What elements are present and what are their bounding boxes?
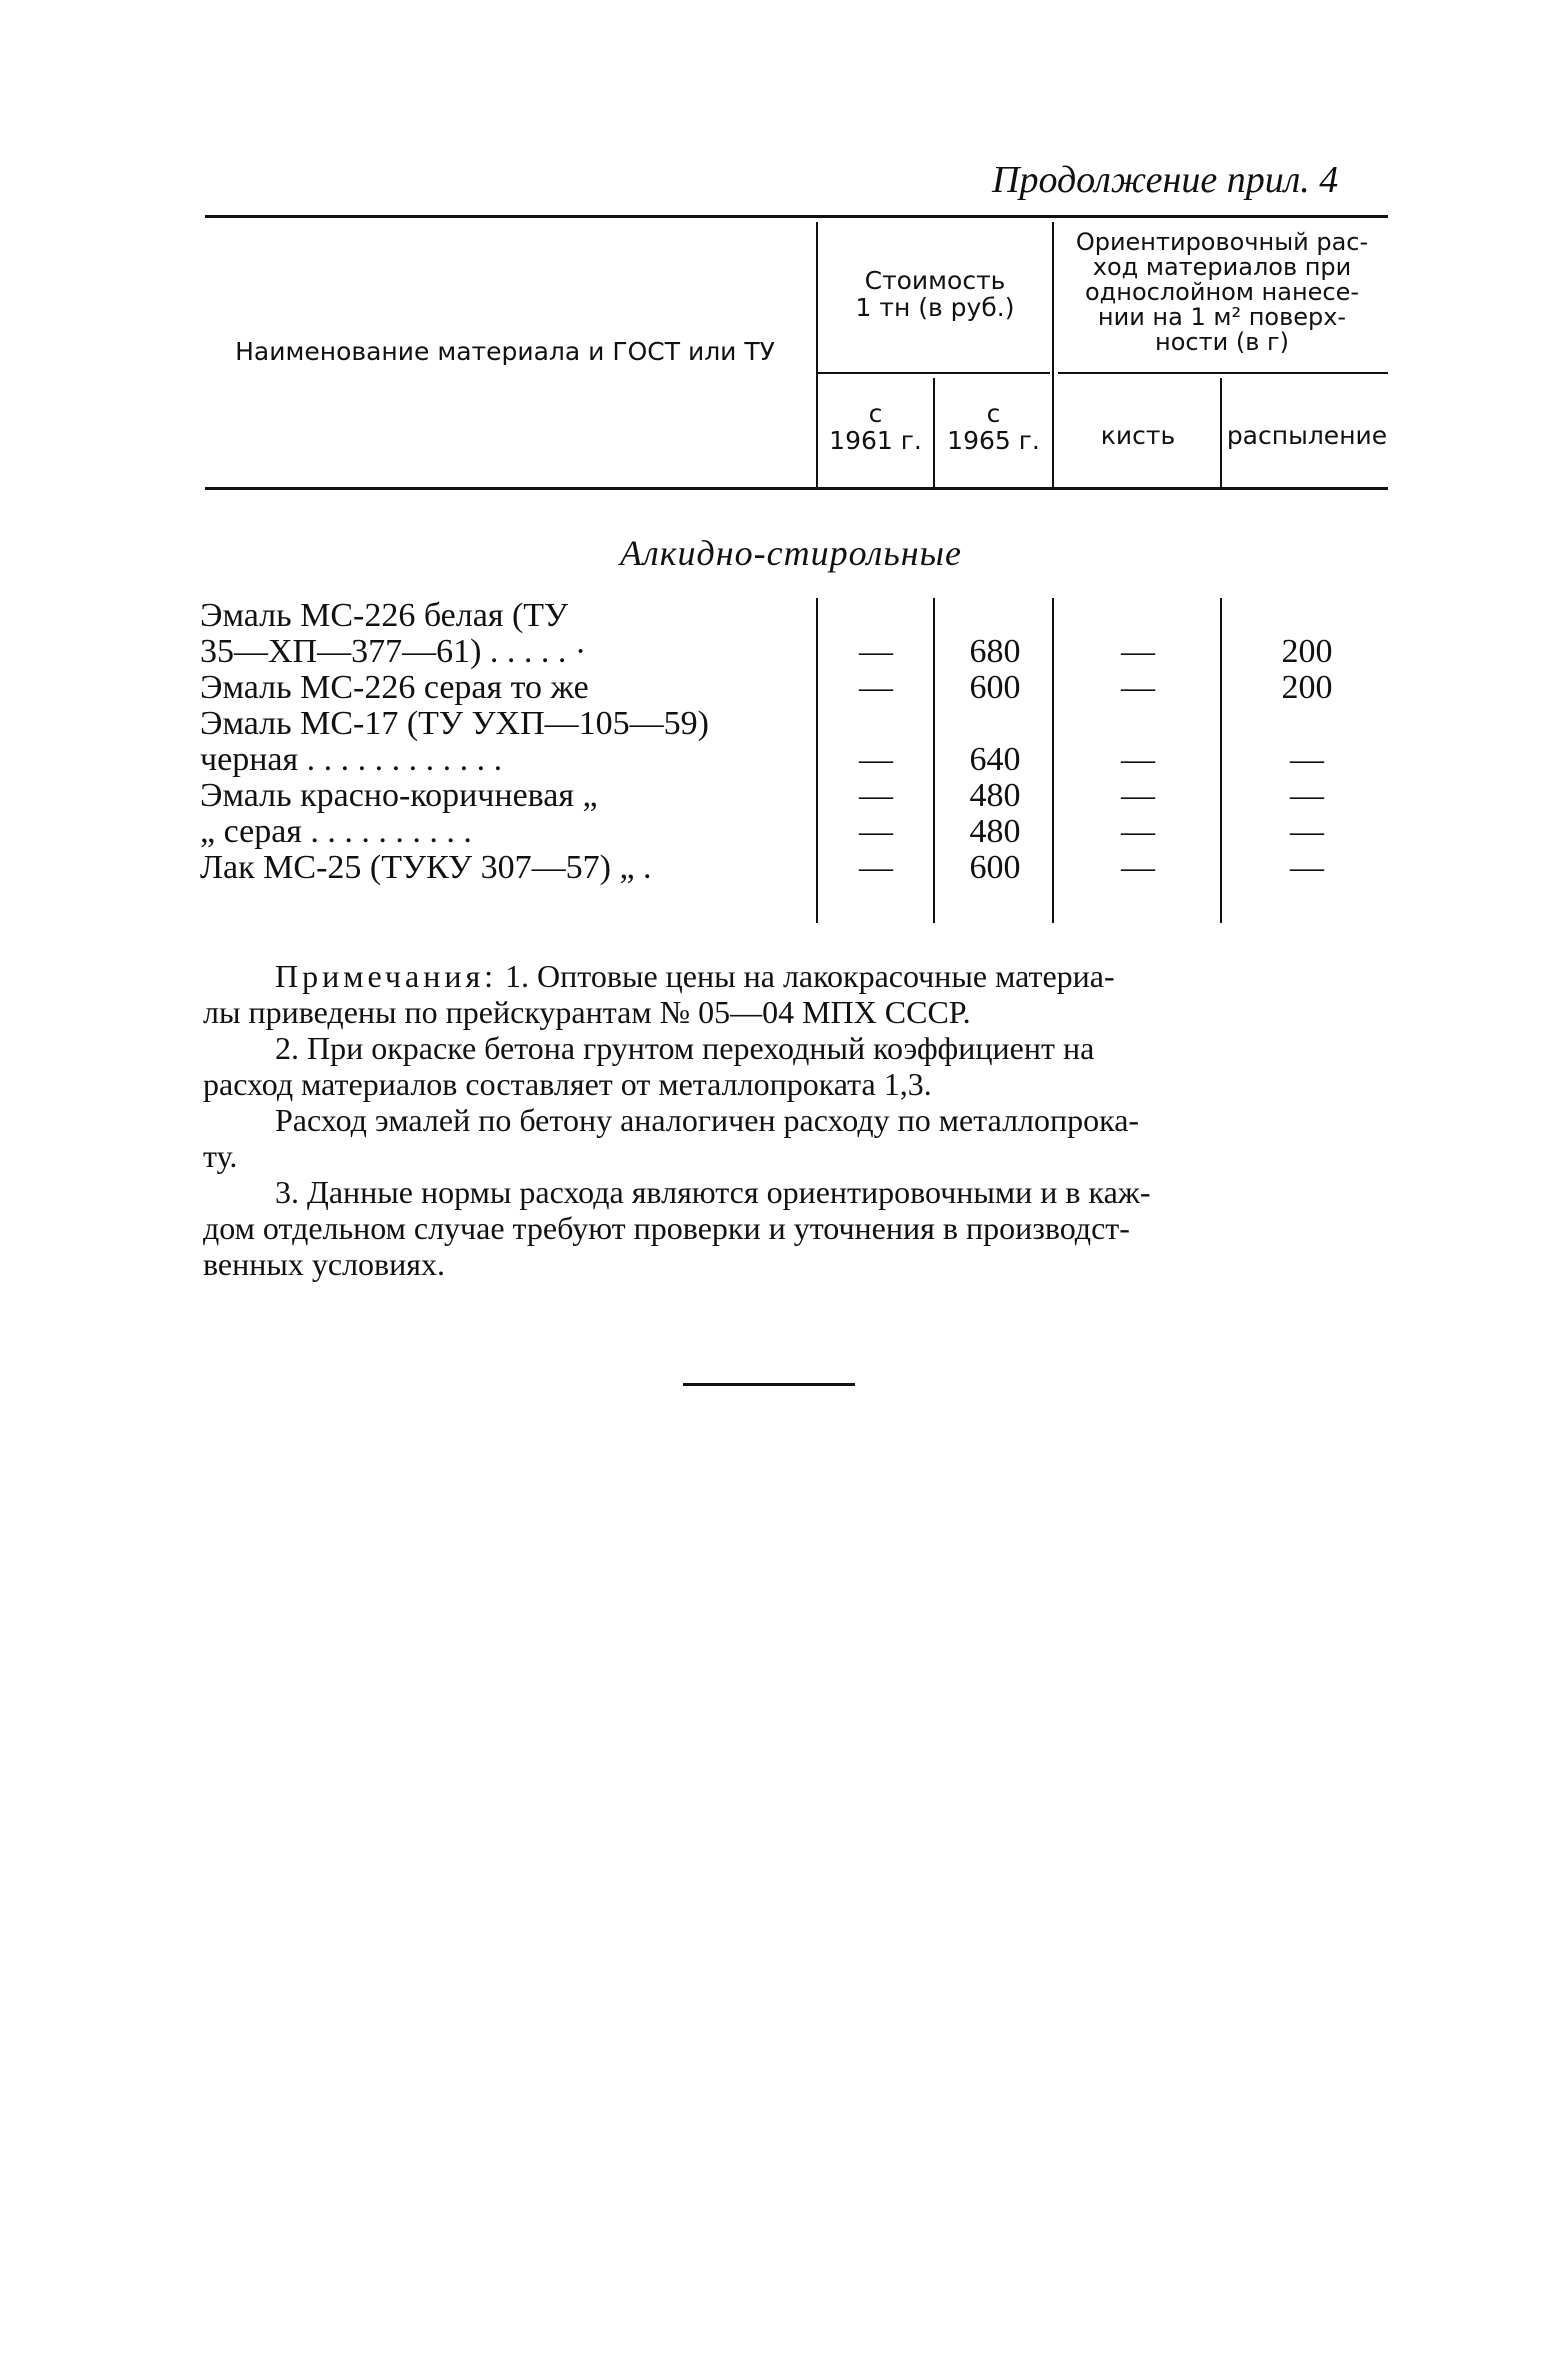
notes-label: Примечания:	[275, 958, 498, 994]
header-cost-1965-line-2: 1965 г.	[947, 426, 1040, 455]
row-5-name-line-1: „ серая . . . . . . . . . .	[200, 813, 472, 850]
consumption-subheader-rule	[1058, 372, 1388, 374]
row-2-name-line-1: Эмаль МС-226 серая то же	[200, 669, 589, 706]
header-cost-line-2: 1 тн (в руб.)	[855, 293, 1015, 322]
row-2-cost-1961: —	[859, 669, 893, 706]
notes-line-9: венных условиях.	[203, 1246, 445, 1282]
header-cost-1961-line-1: с	[868, 399, 883, 428]
row-3-spray: —	[1290, 741, 1324, 778]
header-cost-1965	[935, 400, 1052, 454]
row-4-spray: —	[1290, 777, 1324, 814]
header-consumption-line-2: ход материалов при	[1092, 253, 1352, 281]
cost-subheader-rule	[818, 372, 1050, 374]
row-3-name-line-2: черная . . . . . . . . . . . .	[200, 741, 503, 778]
header-cost	[818, 267, 1052, 321]
row-5-cost-1965: 480	[969, 813, 1021, 850]
header-consumption-line-4: нии на 1 м² поверх-	[1097, 303, 1347, 331]
header-consumption-line-5: ности (в г)	[1155, 328, 1289, 356]
row-6-brush: —	[1121, 849, 1155, 886]
body-divider-consumption-sub	[1220, 598, 1222, 923]
row-6-cost-1965: 600	[969, 849, 1021, 886]
header-material-name: Наименование материала и ГОСТ или ТУ	[235, 337, 775, 366]
header-cost-1965-line-1: с	[986, 399, 1001, 428]
row-5-brush: —	[1121, 813, 1155, 850]
notes-line-2: лы приведены по прейскурантам № 05—04 МПХ СССР.	[203, 994, 971, 1030]
row-4-brush: —	[1121, 777, 1155, 814]
header-consumption-line-3: однослойном нанесе-	[1084, 278, 1360, 306]
header-spray: распыление	[1226, 421, 1388, 450]
page-header: Продолжение прил. 4	[992, 159, 1339, 201]
notes-line-1-text: 1. Оптовые цены на лакокрасочные материа-	[497, 958, 1115, 994]
row-3-cost-1965: 640	[969, 741, 1021, 778]
row-5-spray: —	[1290, 813, 1324, 850]
end-rule	[683, 1383, 855, 1386]
row-6-cost-1961: —	[859, 849, 893, 886]
row-4-cost-1965: 480	[969, 777, 1021, 814]
row-1-brush: —	[1121, 633, 1155, 670]
notes-line-1	[275, 958, 1115, 994]
row-1-name-line-2: 35—ХП—377—61) . . . . . ·	[200, 633, 587, 670]
notes-line-8: дом отдельном случае требуют проверки и уточнения в производст-	[203, 1210, 1130, 1246]
row-1-cost-1965: 680	[969, 633, 1021, 670]
body-divider-name	[816, 598, 818, 923]
row-1-cost-1961: —	[859, 633, 893, 670]
notes-line-7: 3. Данные нормы расхода являются ориентировочными и в каж-	[275, 1174, 1151, 1210]
header-cost-1961	[818, 400, 933, 454]
table-top-rule	[205, 215, 1388, 218]
body-divider-cost	[1052, 598, 1054, 923]
header-consumption	[1056, 230, 1388, 355]
row-6-spray: —	[1290, 849, 1324, 886]
row-3-name-line-1: Эмаль МС-17 (ТУ УХП—105—59)	[200, 705, 709, 742]
notes-line-3: 2. При окраске бетона грунтом переходный коэффициент на	[275, 1030, 1095, 1066]
section-title: Алкидно-стирольные	[620, 533, 962, 573]
row-1-name-line-1: Эмаль МС-226 белая (ТУ	[200, 597, 569, 634]
row-3-cost-1961: —	[859, 741, 893, 778]
header-brush: кисть	[1100, 421, 1176, 450]
row-2-brush: —	[1121, 669, 1155, 706]
row-4-name-line-1: Эмаль красно-коричневая „	[200, 777, 598, 814]
notes-line-5: Расход эмалей по бетону аналогичен расходу по металлопрока-	[275, 1102, 1140, 1138]
row-2-spray: 200	[1281, 669, 1333, 706]
header-cost-1961-line-2: 1961 г.	[829, 426, 922, 455]
row-1-spray: 200	[1281, 633, 1333, 670]
notes-line-6: ту.	[203, 1138, 238, 1174]
row-5-cost-1961: —	[859, 813, 893, 850]
row-4-cost-1961: —	[859, 777, 893, 814]
row-6-name-line-1: Лак МС-25 (ТУКУ 307—57) „ .	[200, 849, 652, 886]
header-divider-cost	[1052, 222, 1054, 487]
notes-line-4: расход материалов составляет от металлопроката 1,3.	[203, 1066, 932, 1102]
body-divider-cost-sub	[933, 598, 935, 923]
table-header-bottom-rule	[205, 487, 1388, 490]
row-2-cost-1965: 600	[969, 669, 1021, 706]
header-consumption-line-1: Ориентировочный рас-	[1075, 228, 1369, 256]
header-cost-line-1: Стоимость	[864, 266, 1006, 295]
row-3-brush: —	[1121, 741, 1155, 778]
